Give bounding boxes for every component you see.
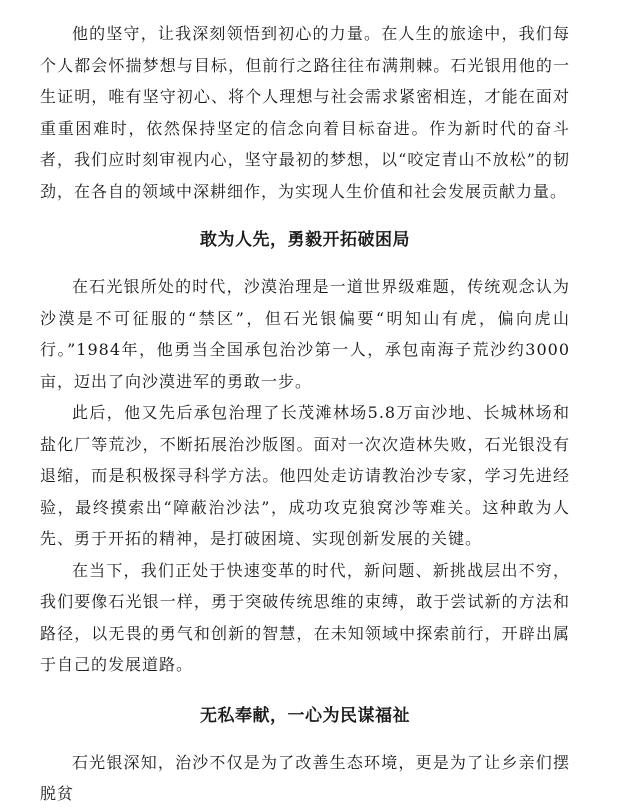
- section-heading-pioneering: 敢为人先，勇毅开拓破困局: [200, 230, 410, 250]
- section-pioneering-paragraph-2: 此后，他又先后承包治理了长茂滩林场5.8万亩沙地、长城林场和盐化厂等荒沙，不断拓展治沙版图。面对一次次造林失败，石光银没有退缩，而是积极探寻科学方法。他四处走访请教治沙专家，学习先进经验，最终摸索出“障蔽治沙法”，成功攻克狼窝沙等难关。这种敢为人先、勇于开拓的精神，是打破困境、实现创新发展的关键。: [40, 403, 570, 548]
- section-pioneering-paragraph-1: 在石光银所处的时代，沙漠治理是一道世界级难题，传统观念认为沙漠是不可征服的“禁区”，但石光银偏要“明知山有虎，偏向虎山行。”1984年，他勇当全国承包治沙第一人，承包南海子荒沙约3000亩，迈出了向沙漠进军的勇敢一步。: [40, 277, 570, 391]
- section-heading-dedication: 无私奉献，一心为民谋福祉: [200, 705, 410, 726]
- section-pioneering: [40, 227, 570, 681]
- section-dedication: [40, 703, 570, 810]
- section-pioneering-paragraph-3: 在当下，我们正处于快速变革的时代，新问题、新挑战层出不穷，我们要像石光银一样，勇于突破传统思维的束缚，敢于尝试新的方法和路径，以无畏的勇气和创新的智慧，在未知领域中探索前行，开辟出属于自己的发展道路。: [40, 560, 570, 674]
- section-dedication-paragraph-1: 石光银深知，治沙不仅是为了改善生态环境，更是为了让乡亲们摆脱贫: [40, 752, 570, 803]
- intro-paragraph: 他的坚守，让我深刻领悟到初心的力量。在人生的旅途中，我们每个人都会怀揣梦想与目标，但前行之路往往布满荆棘。石光银用他的一生证明，唯有坚守初心、将个人理想与社会需求紧密相连，才能在面对重重困难时，依然保持坚定的信念向着目标奋进。作为新时代的奋斗者，我们应时刻审视内心，坚守最初的梦想，以“咬定青山不放松”的韧劲，在各自的领域中深耕细作，为实现人生价值和社会发展贡献力量。: [40, 24, 570, 201]
